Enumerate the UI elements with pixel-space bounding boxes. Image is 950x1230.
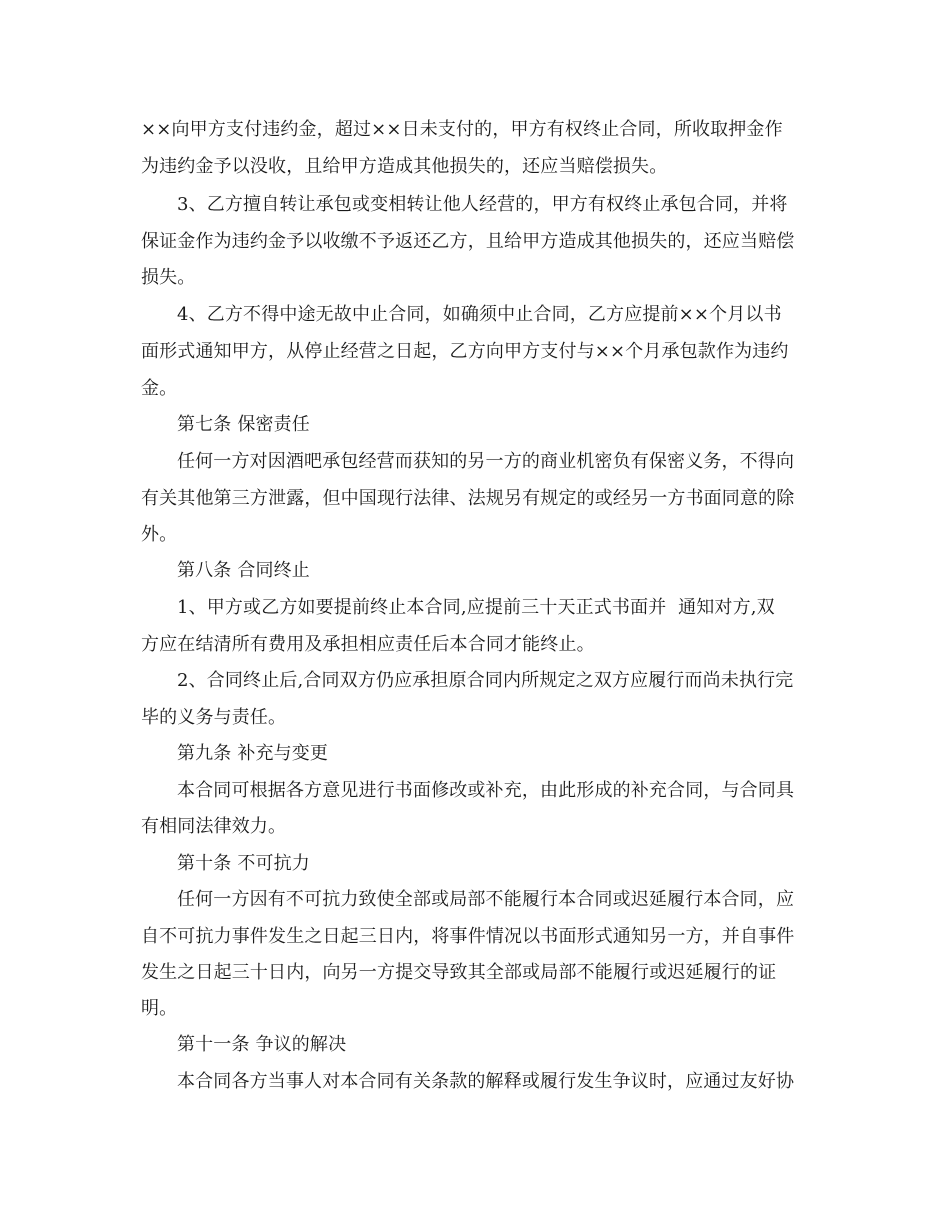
text-line: 1、甲方或乙方如要提前终止本合同,应提前三十天正式书面并 通知对方,双 <box>177 597 775 618</box>
text-line: 损失。 <box>141 267 196 288</box>
text-line: 任何一方对因酒吧承包经营而获知的另一方的商业机密负有保密义务，不得向 <box>177 451 795 472</box>
text-line: 4、乙方不得中途无故中止合同，如确须中止合同，乙方应提前××个月以书 <box>177 304 782 325</box>
section-heading: 第八条 合同终止 <box>177 560 310 581</box>
text-line: 保证金作为违约金予以收缴不予返还乙方，且给甲方造成其他损失的，还应当赔偿 <box>141 231 795 252</box>
text-line: 发生之日起三十日内，向另一方提交导致其全部或局部不能履行或迟延履行的证 <box>141 962 777 983</box>
text-line: 毕的义务与责任。 <box>141 707 287 728</box>
text-line: 金。 <box>141 378 178 399</box>
text-line: 3、乙方擅自转让承包或变相转让他人经营的，甲方有权终止承包合同，并将 <box>177 194 788 215</box>
text-line: 2、合同终止后,合同双方仍应承担原合同内所规定之双方应履行而尚未执行完 <box>177 670 794 691</box>
section-heading: 第七条 保密责任 <box>177 414 310 435</box>
text-line: 有相同法律效力。 <box>141 816 287 837</box>
text-line: 方应在结清所有费用及承担相应责任后本合同才能终止。 <box>141 634 595 655</box>
text-line: 外。 <box>141 524 178 545</box>
text-line: 为违约金予以没收，且给甲方造成其他损失的，还应当赔偿损失。 <box>141 156 668 177</box>
text-line: 本合同可根据各方意见进行书面修改或补充，由此形成的补充合同，与合同具 <box>177 780 795 801</box>
text-line: 面形式通知甲方，从停止经营之日起，乙方向甲方支付与××个月承包款作为违约 <box>141 341 789 362</box>
section-heading: 第九条 补充与变更 <box>177 743 329 764</box>
text-line: 本合同各方当事人对本合同有关条款的解释或履行发生争议时，应通过友好协 <box>177 1071 795 1092</box>
section-heading: 第十一条 争议的解决 <box>177 1034 347 1055</box>
text-line: 有关其他第三方泄露，但中国现行法律、法规另有规定的或经另一方书面同意的除 <box>141 488 795 509</box>
section-heading: 第十条 不可抗力 <box>177 853 310 874</box>
text-line: ××向甲方支付违约金，超过××日未支付的，甲方有权终止合同，所收取押金作 <box>141 119 783 140</box>
text-line: 明。 <box>141 998 178 1019</box>
text-line: 自不可抗力事件发生之日起三日内，将事件情况以书面形式通知另一方，并自事件 <box>141 926 795 947</box>
text-line: 任何一方因有不可抗力致使全部或局部不能履行本合同或迟延履行本合同，应 <box>177 889 795 910</box>
